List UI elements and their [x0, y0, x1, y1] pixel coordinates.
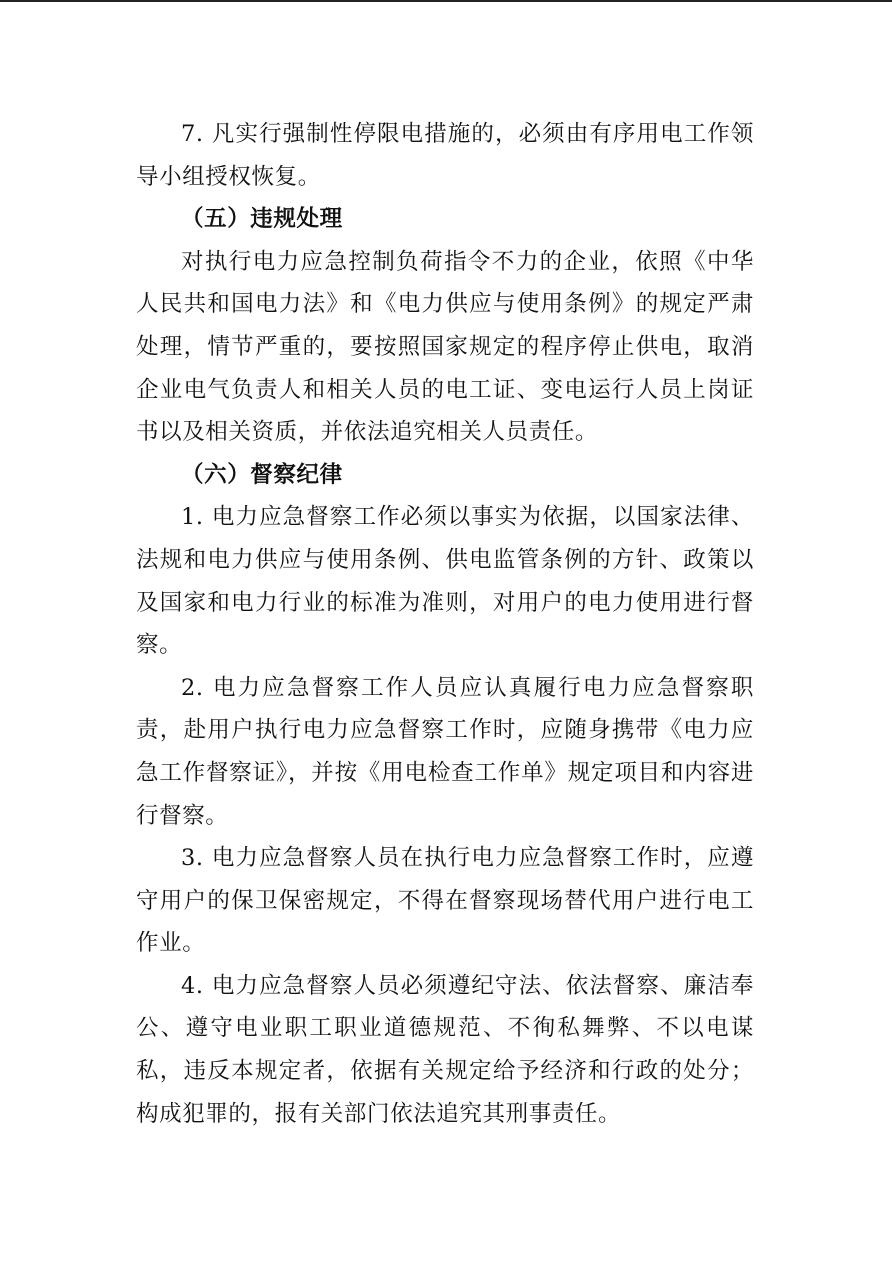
section-6-item-2: 2. 电力应急督察工作人员应认真履行电力应急督察职责，赴用户执行电力应急督察工作时，应随身携带《电力应急工作督察证》，并按《用电检查工作单》规定项目和内容进行督察。	[136, 674, 754, 829]
section-6-heading: （六）督察纪律	[181, 461, 343, 488]
section-6-item-3: 3. 电力应急督察人员在执行电力应急督察工作时，应遵守用户的保卫保密规定，不得在督察现场替代用户进行电工作业。	[136, 845, 754, 957]
section-5-paragraph: 对执行电力应急控制负荷指令不力的企业，依照《中华人民共和国电力法》和《电力供应与使用条例》的规定严肃处理，情节严重的，要按照国家规定的程序停止供电，取消企业电气负责人和相关人员的电工证、变电运行人员上岗证书以及相关资质，并依法追究相关人员责任。	[136, 248, 754, 446]
section-5-heading: （五）违规处理	[181, 206, 343, 233]
section-6-item-4: 4. 电力应急督察人员必须遵纪守法、依法督察、廉洁奉公、遵守电业职工职业道德规范、不徇私舞弊、不以电谋私，违反本规定者，依据有关规定给予经济和行政的处分；构成犯罪的，报有关部门依法追究其刑事责任。	[136, 972, 754, 1127]
section-6-item-1: 1. 电力应急督察工作必须以事实为依据，以国家法律、法规和电力供应与使用条例、供电监管条例的方针、政策以及国家和电力行业的标准为准则，对用户的电力使用进行督察。	[136, 504, 754, 659]
item-7-paragraph: 7. 凡实行强制性停限电措施的，必须由有序用电工作领导小组授权恢复。	[136, 121, 754, 190]
document-body	[136, 113, 754, 1135]
